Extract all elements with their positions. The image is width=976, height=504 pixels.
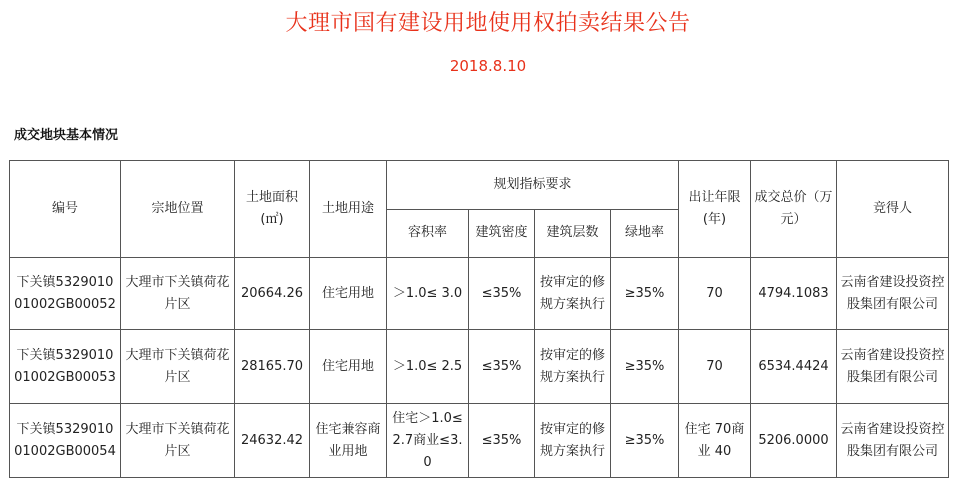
row-price: 6534.4424	[751, 330, 837, 404]
row-area: 24632.42	[235, 404, 310, 478]
row-density: ≤35%	[469, 258, 535, 330]
table-header-row	[10, 161, 949, 210]
header-area: 土地面积(㎡)	[235, 161, 310, 258]
row-usage: 住宅用地	[310, 258, 387, 330]
row-floors: 按审定的修规方案执行	[535, 404, 611, 478]
header-planning-group: 规划指标要求	[387, 161, 679, 210]
row-floors: 按审定的修规方案执行	[535, 258, 611, 330]
row-far: ＞1.0≤ 2.5	[387, 330, 469, 404]
row-density: ≤35%	[469, 330, 535, 404]
table-row	[10, 330, 949, 404]
row-floors: 按审定的修规方案执行	[535, 330, 611, 404]
header-density: 建筑密度	[469, 209, 535, 258]
row-code: 下关镇532901001002GB00053	[10, 330, 121, 404]
land-auction-result-table	[9, 160, 949, 478]
header-code: 编号	[10, 161, 121, 258]
header-green: 绿地率	[611, 209, 679, 258]
announcement-date: 2018.8.10	[449, 57, 527, 75]
header-winner: 竞得人	[837, 161, 949, 258]
row-green: ≥35%	[611, 258, 679, 330]
row-area: 28165.70	[235, 330, 310, 404]
row-usage: 住宅用地	[310, 330, 387, 404]
row-area: 20664.26	[235, 258, 310, 330]
row-code: 下关镇532901001002GB00054	[10, 404, 121, 478]
header-term: 出让年限(年)	[679, 161, 751, 258]
table-row	[10, 404, 949, 478]
row-price: 5206.0000	[751, 404, 837, 478]
row-winner: 云南省建设投资控股集团有限公司	[837, 404, 949, 478]
row-green: ≥35%	[611, 330, 679, 404]
section-heading: 成交地块基本情况	[14, 128, 119, 143]
row-location: 大理市下关镇荷花片区	[121, 330, 235, 404]
row-usage: 住宅兼容商业用地	[310, 404, 387, 478]
row-term: 70	[679, 330, 751, 404]
row-price: 4794.1083	[751, 258, 837, 330]
row-density: ≤35%	[469, 404, 535, 478]
row-location: 大理市下关镇荷花片区	[121, 404, 235, 478]
header-location: 宗地位置	[121, 161, 235, 258]
table-row	[10, 258, 949, 330]
row-far: ＞1.0≤ 3.0	[387, 258, 469, 330]
row-winner: 云南省建设投资控股集团有限公司	[837, 330, 949, 404]
row-term: 70	[679, 258, 751, 330]
row-term: 住宅 70商业 40	[679, 404, 751, 478]
header-far: 容积率	[387, 209, 469, 258]
row-green: ≥35%	[611, 404, 679, 478]
row-code: 下关镇532901001002GB00052	[10, 258, 121, 330]
page-title: 大理市国有建设用地使用权拍卖结果公告	[285, 11, 691, 36]
header-floors: 建筑层数	[535, 209, 611, 258]
header-usage: 土地用途	[310, 161, 387, 258]
row-location: 大理市下关镇荷花片区	[121, 258, 235, 330]
row-far: 住宅＞1.0≤2.7商业≤3.0	[387, 404, 469, 478]
header-price: 成交总价（万元）	[751, 161, 837, 258]
row-winner: 云南省建设投资控股集团有限公司	[837, 258, 949, 330]
